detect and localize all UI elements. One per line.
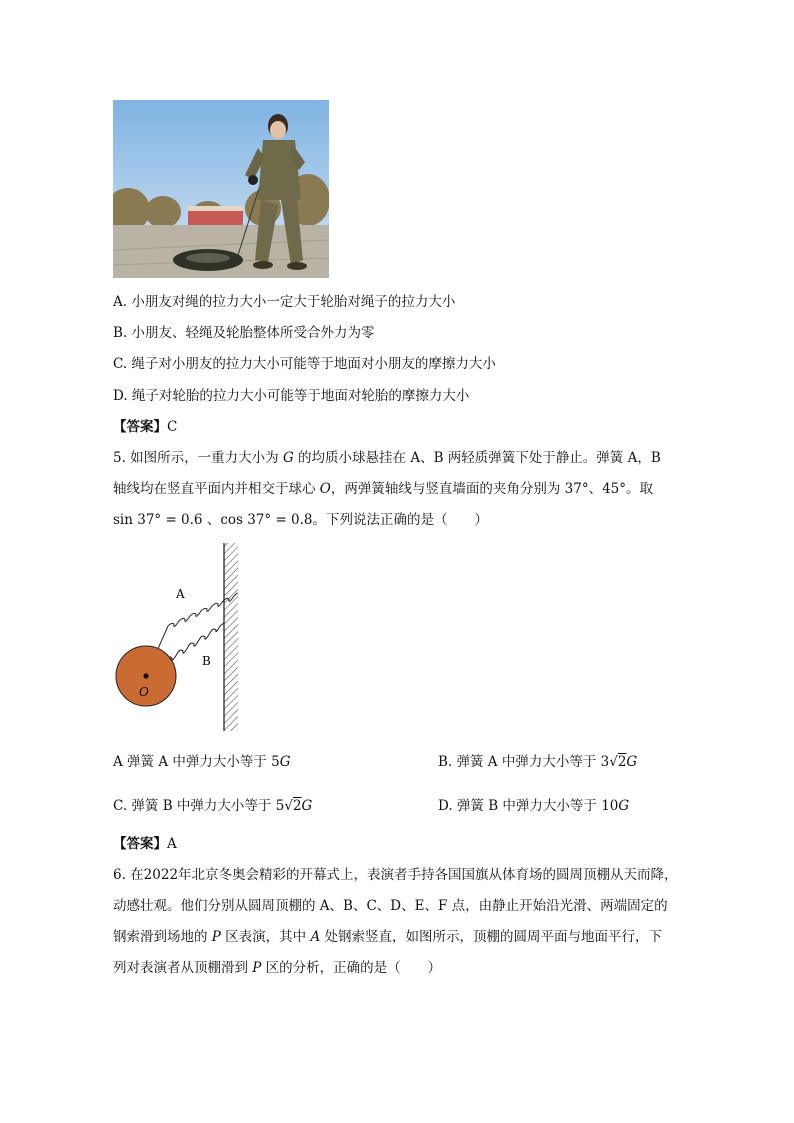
var-p: P	[211, 929, 221, 945]
label-center-o: O	[139, 685, 149, 699]
q4-option-b: B. 小朋友、轻绳及轮胎整体所受合外力为零	[113, 325, 375, 341]
answer-label: 【答案】	[113, 836, 167, 852]
q4-option-d: D. 绳子对轮胎的拉力大小可能等于地面对轮胎的摩擦力大小	[113, 388, 470, 404]
spring-ball-diagram	[110, 540, 245, 735]
option-text: A 弹簧 A 中弹力大小等于 5	[113, 754, 280, 770]
var-g: G	[301, 798, 313, 814]
q5-trig-values: sin 37° = 0.6 、cos 37° = 0.8	[113, 512, 313, 528]
q6-text: 区的分析，正确的是（ ）	[261, 960, 442, 976]
q6-line-1: 6. 在2022年北京冬奥会精彩的开幕式上，表演者手持各国国旗从体育场的圆周顶棚从天而降，	[113, 867, 678, 883]
q5-text: 。下列说法正确的是（ ）	[312, 512, 489, 528]
q5-text: ，两弹簧轴线与竖直墙面的夹角分别为 37°、45°。取	[330, 481, 654, 497]
q6-text: 钢索滑到场地的	[113, 929, 212, 945]
q6-line-4	[113, 956, 441, 976]
var-g: G	[626, 754, 638, 770]
answer-label: 【答案】	[113, 419, 167, 435]
sqrt-symbol: √	[609, 754, 618, 770]
var-o: O	[319, 481, 331, 497]
q5-text: 轴线均在竖直平面内并相交于球心	[113, 481, 320, 497]
q5-line-1	[113, 446, 661, 466]
q5-text: 的均质小球悬挂在 A、B 两轻质弹簧下处于静止。弹簧 A，B	[293, 450, 661, 466]
q5-text: 5. 如图所示，一重力大小为	[113, 450, 283, 466]
label-spring-a: A	[176, 587, 185, 601]
q6-line-2: 动感壮观。他们分别从圆周顶棚的 A、B、C、D、E、F 点，由静止开始沿光滑、两端固定的	[113, 898, 668, 914]
q6-text: 区表演，其中	[220, 929, 311, 945]
var-g: G	[279, 754, 291, 770]
q5-option-b	[438, 750, 637, 770]
ball-center-point	[143, 673, 148, 678]
option-text: B. 弹簧 A 中弹力大小等于 3	[438, 754, 610, 770]
q6-line-3	[113, 925, 662, 945]
option-text: D. 弹簧 B 中弹力大小等于 10	[438, 798, 619, 814]
sqrt-symbol: √	[284, 798, 293, 814]
q5-option-c	[113, 794, 312, 814]
photo-person-dragging-tire	[113, 100, 329, 278]
var-a: A	[310, 929, 321, 945]
radicand: 2	[617, 754, 627, 770]
answer-value: C	[167, 419, 178, 435]
q4-answer	[113, 415, 177, 435]
q5-option-d	[438, 794, 629, 814]
q4-option-c: C. 绳子对小朋友的拉力大小可能等于地面对小朋友的摩擦力大小	[113, 356, 496, 372]
var-g: G	[282, 450, 294, 466]
wall-hatching	[224, 543, 238, 731]
q6-text: 处钢索竖直，如图所示，顶棚的圆周平面与地面平行，下	[320, 929, 663, 945]
q4-option-a: A. 小朋友对绳的拉力大小一定大于轮胎对绳子的拉力大小	[113, 294, 456, 310]
q5-line-2	[113, 477, 653, 497]
option-text: C. 弹簧 B 中弹力大小等于 5	[113, 798, 285, 814]
q5-line-3	[113, 508, 488, 528]
q5-option-a	[113, 750, 291, 770]
q5-answer	[113, 832, 177, 852]
q6-text: 列对表演者从顶棚滑到	[113, 960, 253, 976]
label-spring-b: B	[202, 654, 211, 668]
var-p: P	[252, 960, 262, 976]
radicand: 2	[292, 798, 302, 814]
var-g: G	[618, 798, 630, 814]
answer-value: A	[167, 836, 177, 852]
